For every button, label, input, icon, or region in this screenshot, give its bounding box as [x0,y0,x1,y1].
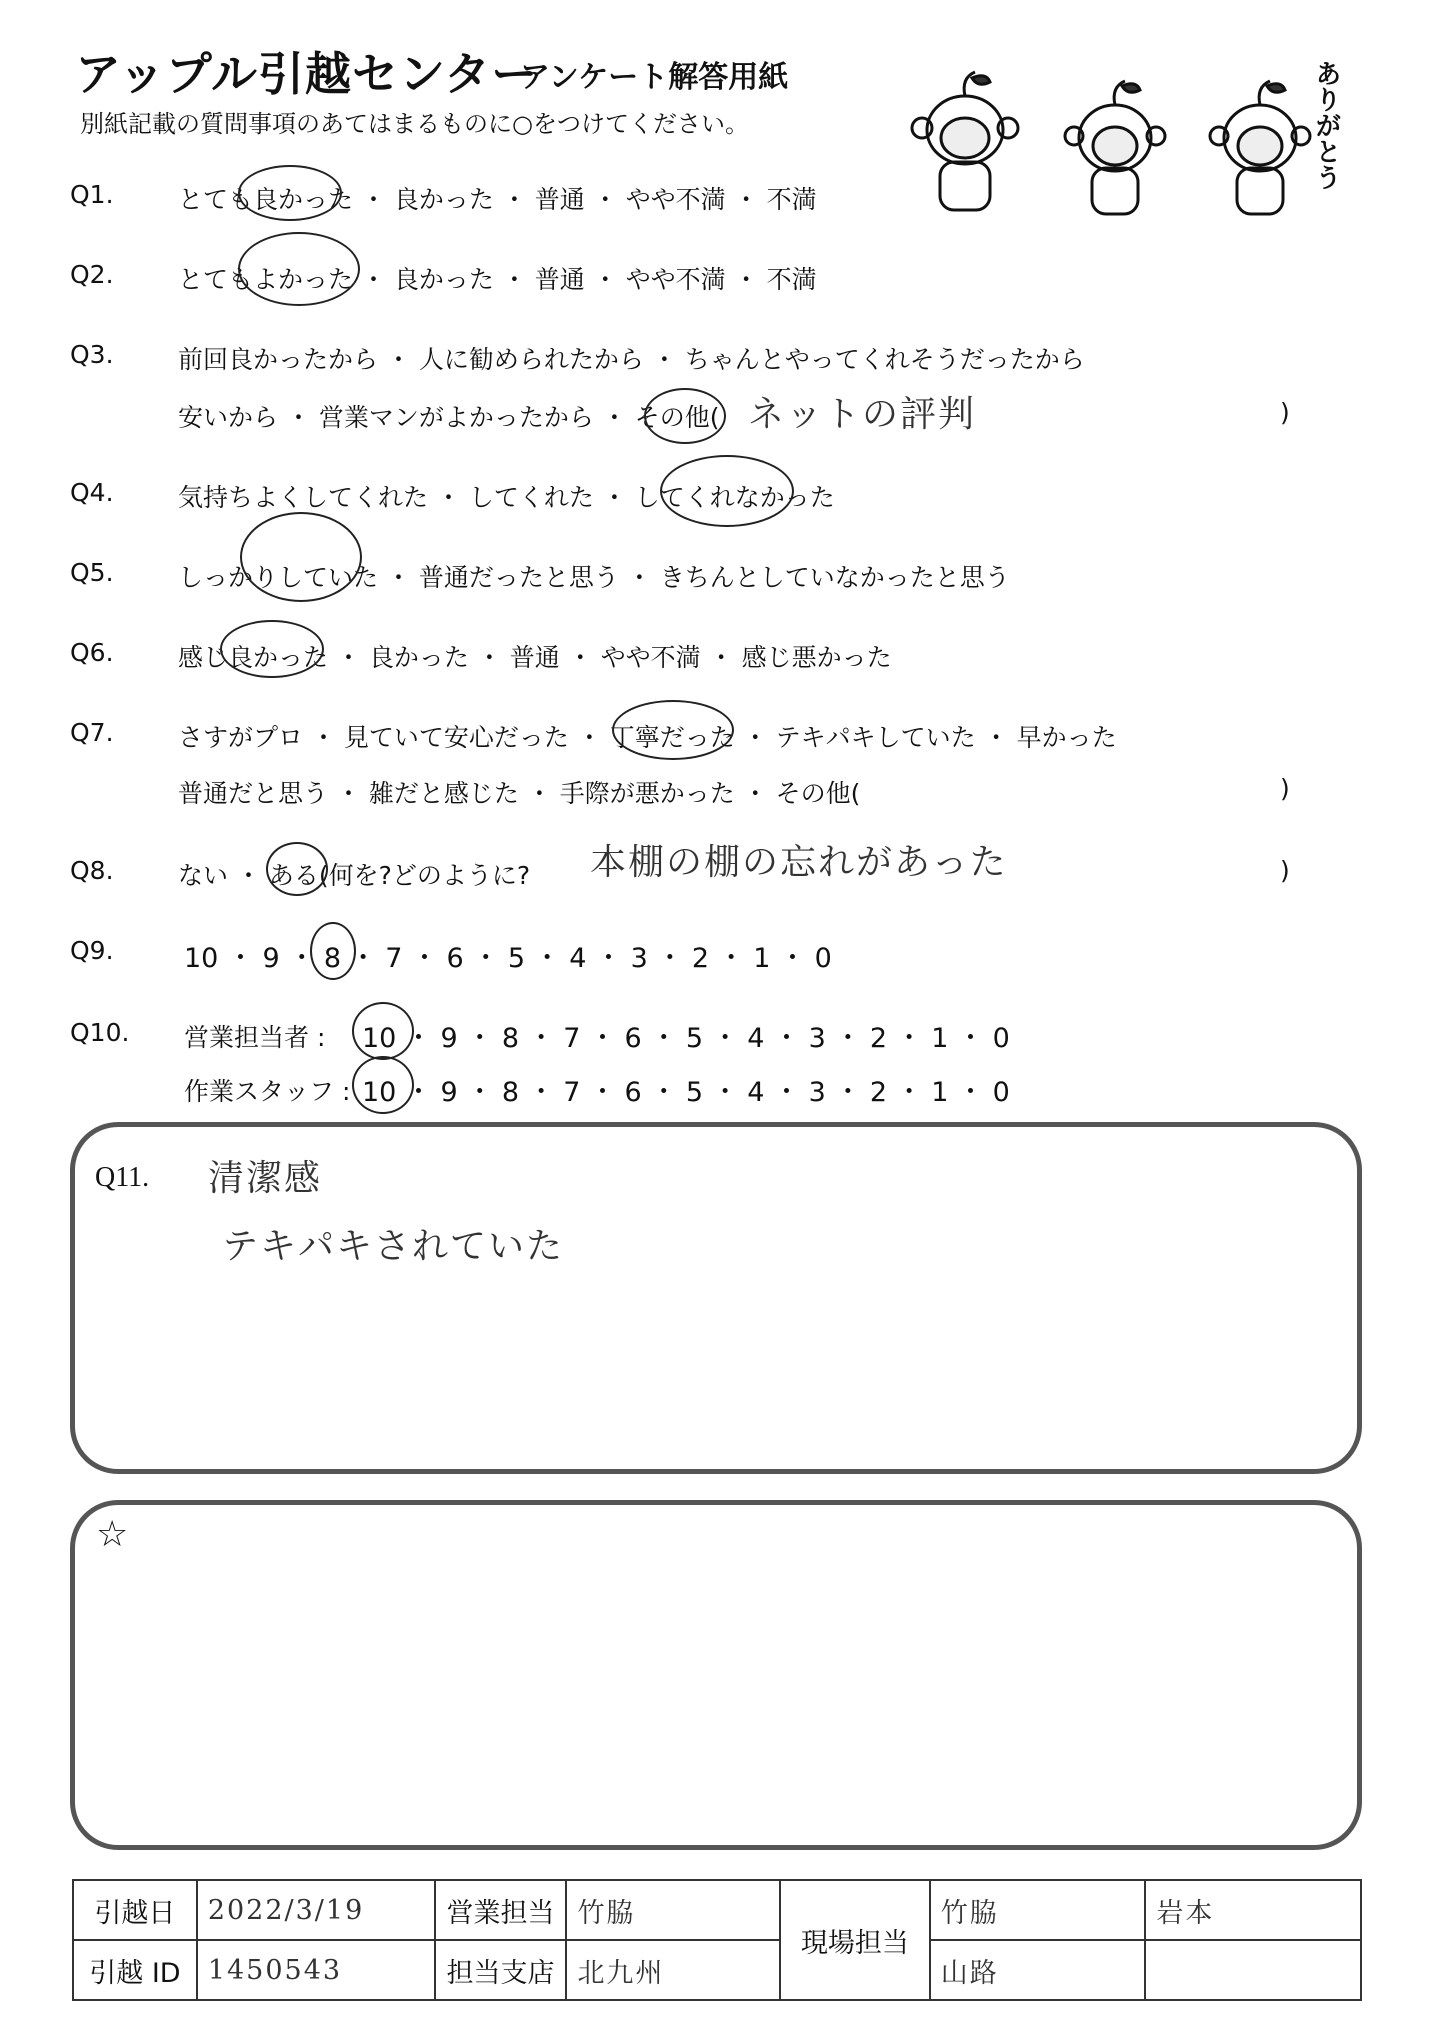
move-date-value: 2022/3/19 [197,1880,435,1940]
q5-label: Q5. [70,558,114,587]
q11-handwritten-line1: 清潔感 [208,1158,323,1199]
q10-sales-label: 営業担当者 : [184,1023,326,1052]
star-icon: ☆ [96,1514,129,1555]
page-title: アップル引越センター [75,47,539,101]
q7-options-line2: 普通だと思う ・ 雑だと感じた ・ 手際が悪かった ・ その他( [178,779,861,808]
q6-options: 感じ良かった ・ 良かった ・ 普通 ・ やや不満 ・ 感じ悪かった [178,643,892,672]
q3-label: Q3. [70,340,114,369]
q7-options-line1: さすがプロ ・ 見ていて安心だった ・ 丁寧だった ・ テキパキしていた ・ 早かった [178,723,1117,752]
q9-scale: 10 ・ 9 ・ 8 ・ 7 ・ 6 ・ 5 ・ 4 ・ 3 ・ 2 ・ 1 ・ 0 [184,943,832,974]
q2-options: とてもよかった ・ 良かった ・ 普通 ・ やや不満 ・ 不満 [178,265,817,294]
sales-staff-label: 営業担当 [435,1880,567,1940]
q3-options-line1: 前回良かったから ・ 人に勧められたから ・ ちゃんとやってくれそうだったから [178,345,1085,374]
q1-label: Q1. [70,180,114,209]
q9-answer-circle [310,922,356,980]
q11-handwritten-line2: テキパキされていた [222,1226,565,1267]
site-staff-4-empty [1145,1940,1361,2000]
q3-close-paren: ) [1280,398,1290,427]
q8-handwritten-answer: 本棚の棚の忘れがあった [590,842,1008,883]
q5-options: しっかりしていた ・ 普通だったと思う ・ きちんとしていなかったと思う [178,563,1010,592]
q8-label: Q8. [70,856,114,885]
q10-label: Q10. [70,1018,130,1047]
q7-answer-circle [612,700,734,760]
q4-answer-circle [660,455,794,527]
sales-staff-value: 竹脇 [566,1880,780,1940]
star-comment-box [70,1500,1362,1850]
q8-options: ない ・ ある(何を?どのように? [178,861,531,890]
move-id-value: 1450543 [197,1940,435,2000]
q1-answer-circle [238,165,342,221]
q8-answer-circle [266,842,328,896]
q7-label: Q7. [70,718,114,747]
q10-sales-answer-circle [352,1002,414,1060]
q10-staff-label: 作業スタッフ : [184,1077,351,1106]
q7-close-paren: ) [1280,774,1290,803]
q4-label: Q4. [70,478,114,507]
q10-staff-answer-circle [352,1056,414,1114]
site-staff-1: 竹脇 [930,1880,1146,1940]
branch-label: 担当支店 [435,1940,567,2000]
arigatou-text: ありがとう [1311,60,1341,190]
q2-label: Q2. [70,260,114,289]
q3-handwritten-answer: ネットの評判 [748,394,977,435]
q1-options: とても良かった ・ 良かった ・ 普通 ・ やや不満 ・ 不満 [178,185,817,214]
q9-label: Q9. [70,936,114,965]
move-id-label: 引越 ID [73,1940,197,2000]
q5-answer-circle [240,512,362,602]
q3-options-line2: 安いから ・ 営業マンがよかったから ・ その他( [178,403,720,432]
footer-info-table [72,1879,1362,2001]
q2-answer-circle [238,232,360,306]
q4-options: 気持ちよくしてくれた ・ してくれた ・ してくれなかった [178,483,835,512]
move-date-label: 引越日 [73,1880,197,1940]
monkey-mascots-illustration [890,50,1340,225]
page-subtitle: アンケート解答用紙 [520,60,789,95]
q6-answer-circle [220,620,324,678]
branch-value: 北九州 [566,1940,780,2000]
instruction-text: 別紙記載の質問事項のあてはまるものに○をつけてください。 [80,110,749,138]
q11-label: Q11. [95,1162,150,1193]
site-staff-label: 現場担当 [780,1880,930,2000]
q10-sales-scale: 10 ・ 9 ・ 8 ・ 7 ・ 6 ・ 5 ・ 4 ・ 3 ・ 2 ・ 1 ・ 0 [362,1023,1010,1054]
q6-label: Q6. [70,638,114,667]
site-staff-2: 岩本 [1145,1880,1361,1940]
site-staff-3: 山路 [930,1940,1146,2000]
q3-answer-circle [644,388,726,444]
q8-close-paren: ) [1280,856,1290,885]
q10-staff-scale: 10 ・ 9 ・ 8 ・ 7 ・ 6 ・ 5 ・ 4 ・ 3 ・ 2 ・ 1 ・ 0 [362,1077,1010,1108]
